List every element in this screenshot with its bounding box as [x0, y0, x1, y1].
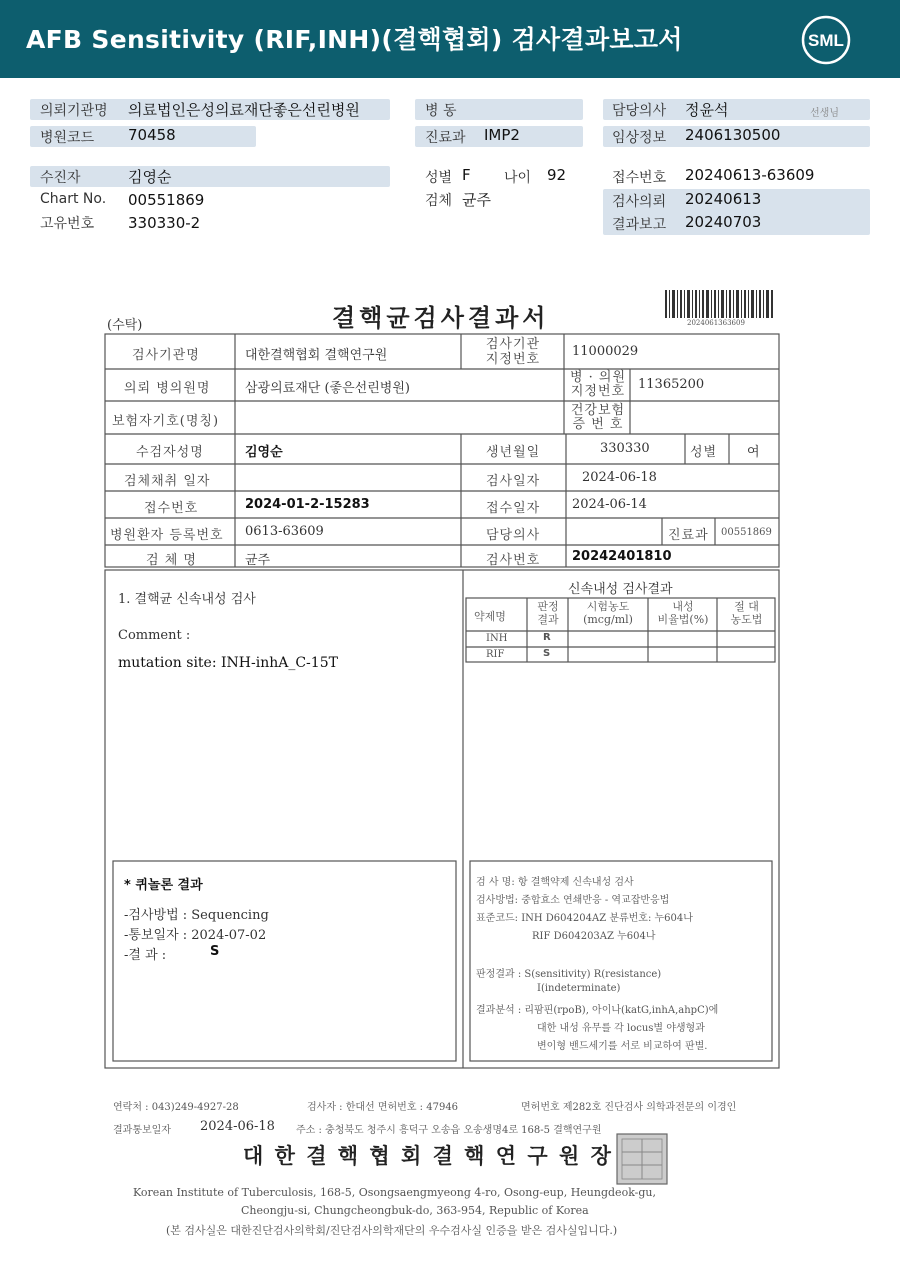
sex-label-scan: 성별 — [690, 445, 718, 460]
request-label: 검사의뢰 — [612, 194, 667, 210]
dept-value-scan: 00551869 — [721, 527, 772, 538]
scan-title: 결핵균검사결과서 — [332, 303, 550, 332]
quinolone-notify: -통보일자 : 2024-07-02 — [124, 928, 267, 943]
footer-tester: 검사자 : 한대선 면허번호 : 47946 — [307, 1102, 459, 1113]
doctor-value: 정윤석 — [685, 101, 729, 119]
registration-label: 병원환자 등록번호 — [110, 528, 224, 543]
patient-value-scan: 김영순 — [245, 445, 283, 460]
unique-label: 고유번호 — [40, 216, 95, 232]
receipt-date-value: 2024-06-14 — [572, 497, 647, 512]
unique-value: 330330-2 — [128, 214, 201, 232]
institution-label: 의뢰기관명 — [40, 103, 108, 119]
row-drug-rif: RIF — [486, 649, 505, 660]
row-judge-rif: S — [543, 648, 551, 659]
col-concentration: 시험농도 (mcg/ml) — [583, 600, 633, 626]
mutation-site: mutation site: INH-inhA_C-15T — [118, 655, 338, 671]
dept-label-scan: 진료과 — [668, 528, 709, 543]
hospital-code-value: 70458 — [128, 126, 176, 144]
col-judgement: 판정 결과 — [537, 600, 559, 626]
receipt-label: 접수번호 — [612, 170, 667, 186]
test-number-value: 20242401810 — [572, 549, 672, 564]
requesting-hospital-value: 삼광의료재단 (좋은선린병원) — [245, 381, 410, 396]
clinical-value: 2406130500 — [685, 126, 781, 144]
lab-value: 대한결핵협회 결핵연구원 — [245, 348, 388, 363]
col-absolute: 절 대 농도법 — [730, 600, 763, 626]
birth-label: 생년월일 — [486, 445, 541, 460]
report-value: 20240703 — [685, 213, 762, 231]
hospital-code-label: 병원코드 — [40, 130, 95, 146]
barcode — [665, 290, 773, 318]
footer-notify-label: 결과통보일자 — [113, 1125, 171, 1136]
hospital-code-label: 병 · 의원 지정번호 — [569, 370, 627, 399]
method-line-9: 변이형 밴드세기를 서로 비교하여 판별. — [537, 1041, 708, 1052]
footer-english-1: Korean Institute of Tuberculosis, 168-5, Osongsaengmyeong 4-ro, Osong-eup, Heungdeok-gu, — [133, 1186, 657, 1199]
quinolone-result-label: -결 과 : — [124, 948, 167, 963]
lab-label: 검사기관명 — [132, 348, 200, 363]
results-heading: 신속내성 검사결과 — [568, 582, 673, 597]
footer-notify-date: 2024-06-18 — [200, 1119, 275, 1134]
doctor-suffix: 선생님 — [810, 108, 839, 119]
insurer-label: 보험자기호(명칭) — [112, 414, 220, 429]
quinolone-method: -검사방법 : Sequencing — [124, 908, 269, 923]
sex-value-scan: 여 — [747, 445, 760, 460]
footer-contact: 연락처 : 043)249-4927-28 — [113, 1102, 239, 1113]
specimen-value: 균주 — [462, 191, 491, 209]
method-line-8: 대한 내성 유무를 각 locus별 야생형과 — [537, 1023, 705, 1034]
method-line-2: 검사방법: 중합효소 연쇄반응 - 역교잡반응법 — [476, 895, 670, 906]
lab-code-label: 검사기관 지정번호 — [485, 337, 541, 367]
barcode-number: 2024061363609 — [687, 319, 745, 327]
method-line-1: 검 사 명: 항 결핵약제 신속내성 검사 — [476, 877, 634, 888]
chart-value: 00551869 — [128, 191, 205, 209]
specimen-value-scan: 균주 — [245, 553, 271, 568]
collect-date-label: 검체채취 일자 — [124, 474, 211, 489]
specimen-label: 검체 — [425, 193, 453, 209]
department-label: 진료과 — [425, 130, 466, 146]
insurance-label: 건강보험 증 번 호 — [570, 403, 626, 432]
receipt-label-scan: 접수번호 — [144, 501, 199, 516]
footer-address: 주소 : 충청북도 청주시 흥덕구 오송읍 오송생명4로 168-5 결핵연구원 — [296, 1125, 602, 1136]
footer-certification: (본 검사실은 대한진단검사의학회/진단검사의학재단의 우수검사실 인증을 받은 검사실입니다.) — [166, 1224, 618, 1237]
report-title: AFB Sensitivity (RIF,INH)(결핵협회) 검사결과보고서 — [26, 25, 683, 54]
patient-label-scan: 수검자성명 — [136, 445, 204, 460]
col-drug: 약제명 — [474, 610, 506, 623]
consignment-tag: (수탁) — [107, 318, 143, 333]
specimen-label-scan: 검 체 명 — [146, 553, 197, 568]
sex-label: 성별 — [425, 170, 453, 186]
method-line-7: 결과분석 : 리팜핀(rpoB), 아이나(katG,inhA,ahpC)에 — [476, 1005, 719, 1016]
test-number-label: 검사번호 — [486, 553, 541, 568]
quinolone-heading: * 퀴놀론 결과 — [124, 878, 203, 893]
footer-license: 면허번호 제282호 진단검사 의학과전문의 이경인 — [521, 1102, 737, 1113]
method-line-6: I(indeterminate) — [537, 983, 621, 994]
test-date-value: 2024-06-18 — [582, 470, 657, 485]
institution-value: 의료법인은성의료재단좋은선린병원 — [128, 101, 360, 119]
col-ratio: 내성 비율법(%) — [657, 600, 709, 626]
birth-value: 330330 — [600, 441, 650, 456]
left-panel-heading: 1. 결핵균 신속내성 검사 — [118, 592, 256, 607]
chart-label: Chart No. — [40, 191, 107, 207]
request-value: 20240613 — [685, 190, 762, 208]
receipt-value: 20240613-63609 — [685, 166, 815, 184]
method-line-4: RIF D604203AZ 누604나 — [532, 931, 656, 942]
comment-label: Comment : — [118, 628, 191, 643]
quinolone-result: S — [210, 944, 220, 959]
official-seal — [617, 1134, 667, 1184]
registration-value: 0613-63609 — [245, 524, 324, 539]
row-judge-inh: R — [543, 632, 551, 643]
method-line-3: 표준코드: INH D604204AZ 분류번호: 누604나 — [476, 913, 693, 924]
requesting-hospital-label: 의뢰 병의원명 — [124, 381, 211, 396]
sex-value: F — [462, 166, 471, 184]
age-value: 92 — [547, 166, 567, 184]
test-date-label: 검사일자 — [486, 474, 541, 489]
row-drug-inh: INH — [486, 633, 508, 644]
report-label: 결과보고 — [612, 217, 667, 233]
patient-label: 수진자 — [40, 170, 81, 186]
doctor-label-scan: 담당의사 — [486, 528, 541, 543]
department-value: IMP2 — [484, 126, 520, 144]
clinical-label: 임상정보 — [612, 130, 667, 146]
receipt-value-scan: 2024-01-2-15283 — [245, 497, 370, 512]
age-label: 나이 — [504, 170, 532, 186]
footer-english-2: Cheongju-si, Chungcheongbuk-do, 363-954, Republic of Korea — [241, 1204, 589, 1217]
receipt-date-label: 접수일자 — [486, 501, 541, 516]
doctor-label: 담당의사 — [612, 103, 667, 119]
footer-org: 대 한 결 핵 협 회 결 핵 연 구 원 장 — [243, 1143, 613, 1168]
hospital-code-value: 11365200 — [638, 377, 705, 392]
ward-label: 병 동 — [425, 103, 457, 119]
lab-code-value: 11000029 — [572, 344, 639, 359]
method-line-5: 판정결과 : S(sensitivity) R(resistance) — [476, 969, 662, 980]
logo-text: SML — [808, 31, 844, 50]
patient-value: 김영순 — [128, 168, 172, 186]
